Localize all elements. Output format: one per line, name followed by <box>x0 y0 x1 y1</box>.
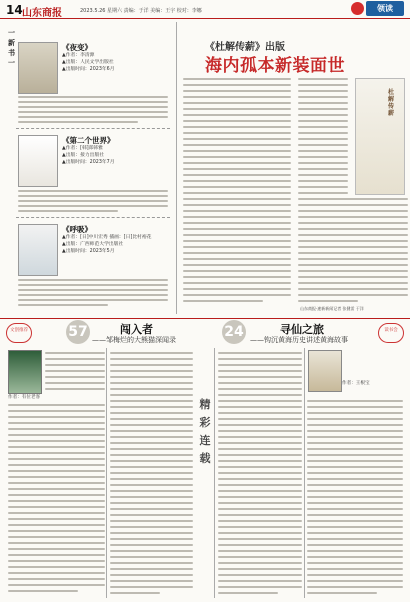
book-cover-3 <box>18 224 58 276</box>
new-books-label: 一新书一 <box>8 29 15 67</box>
book-cover-1 <box>18 42 58 94</box>
column-divider <box>304 348 305 598</box>
book-title-3: 《呼吸》 <box>62 225 92 234</box>
newspaper-name: 山东商报 <box>22 8 62 19</box>
left-story-caption: 作者：有位老客 <box>8 395 41 400</box>
serial-label: 精 彩 连 载 <box>199 398 211 465</box>
column-divider <box>214 348 215 598</box>
book-title-1: 《夜变》 <box>62 43 92 52</box>
divider <box>16 217 170 218</box>
header-meta: 2023.5.26 星期六 责编：于洋 美编：王宇 校对：李娜 <box>80 8 202 14</box>
column-divider <box>176 22 177 314</box>
right-story-title: 寻仙之旅 <box>280 323 324 336</box>
left-pill: 文创推荐 <box>6 323 32 343</box>
bottom-section-bar <box>0 318 410 347</box>
feature-byline: 山东商报·速新新闻记者 张健雷 于洋 <box>300 306 364 311</box>
left-story-title: 闯入者 <box>120 323 153 336</box>
left-story-number: 57 <box>66 320 90 344</box>
book-title-2: 《第二个世界》 <box>62 136 115 145</box>
right-pill: 读书会 <box>378 323 404 343</box>
left-story-book-image <box>8 350 42 394</box>
book-meta-2: ▲作者：[韩]郑韩雅 ▲出版：接力出版社 ▲出版时间：2023年7月 <box>62 146 115 165</box>
right-story-subtitle: ——钩沉黄海历史讲述黄海故事 <box>250 336 348 344</box>
feature-kicker: 《杜解传薪》出版 <box>205 42 285 53</box>
feature-headline: 海内孤本新装面世 <box>205 56 345 76</box>
section-logo: 领读 <box>366 1 404 16</box>
left-story-subtitle: ——邹梅烂的大熊猫深闻录 <box>92 336 176 344</box>
book-cover-2 <box>18 135 58 187</box>
page-number: 14 <box>6 3 23 17</box>
book-meta-1: ▲作者：李清源 ▲出版：人民文学出版社 ▲出版时间：2023年6月 <box>62 53 115 72</box>
feature-book-caption: 杜解传薪 <box>388 89 395 117</box>
section-logo-icon <box>351 2 364 15</box>
right-story-caption: 作者：王根宝 <box>342 381 370 386</box>
page-header <box>0 0 410 19</box>
right-story-book-image <box>308 350 342 392</box>
book-meta-3: ▲作者：[日]中川宏秀 插画：[日]比村裕花 ▲出版：广西师范大学出版社 ▲出版时间：2023年5月 <box>62 235 152 254</box>
divider <box>16 128 170 129</box>
feature-book-image <box>355 78 405 195</box>
right-story-number: 24 <box>222 320 246 344</box>
column-divider <box>106 348 107 598</box>
